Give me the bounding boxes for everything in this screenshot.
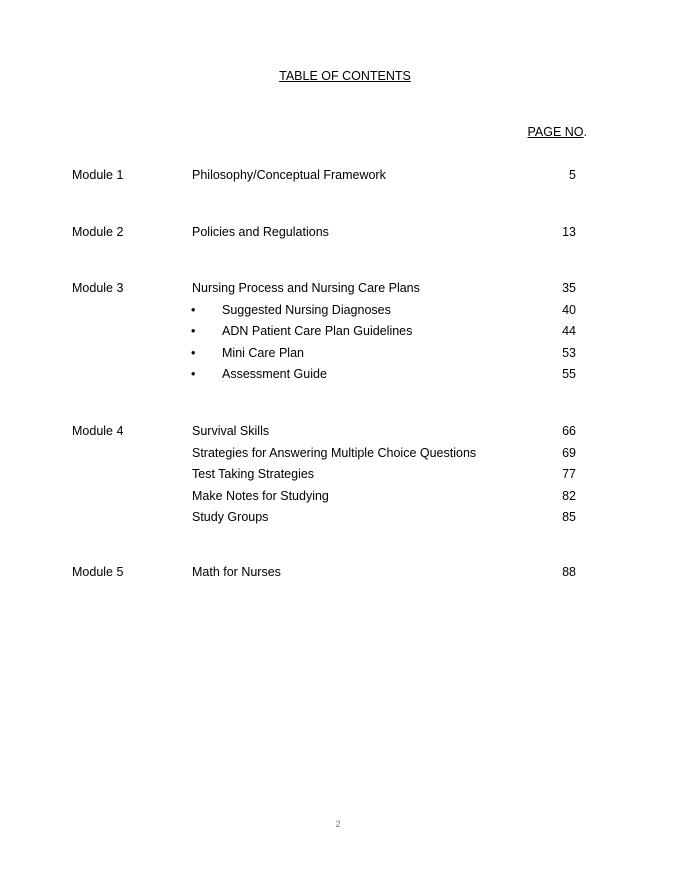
- entry-page-number: 69: [562, 445, 576, 460]
- entry-page-number: 13: [562, 225, 576, 239]
- toc-entry: [72, 168, 576, 190]
- toc-entry: [72, 281, 576, 303]
- entry-title: Philosophy/Conceptual Framework: [192, 168, 386, 182]
- entry-page-number: 77: [562, 467, 576, 481]
- toc-entry-bulleted: [72, 367, 576, 389]
- toc-module-3: [72, 281, 576, 389]
- entry-title: Policies and Regulations: [192, 225, 329, 239]
- entry-title: Make Notes for Studying: [192, 488, 329, 503]
- bullet-icon: •: [191, 324, 196, 338]
- toc-entry: [72, 446, 576, 468]
- module-label: Module 5: [72, 565, 124, 579]
- footer-page-number: 2: [335, 819, 341, 829]
- page-title: TABLE OF CONTENTS: [279, 69, 411, 83]
- entry-title: Survival Skills: [192, 424, 270, 438]
- toc-entry: [72, 489, 576, 511]
- entry-page-number: 44: [562, 324, 576, 338]
- module-label: Module 1: [72, 168, 124, 182]
- module-label: Module 3: [72, 281, 124, 295]
- entry-page-number: 35: [562, 281, 576, 295]
- toc-entry: [72, 565, 576, 587]
- bullet-icon: •: [191, 345, 196, 360]
- entry-title: Math for Nurses: [192, 565, 281, 579]
- module-label: Module 2: [72, 225, 124, 239]
- entry-page-number: 66: [562, 424, 576, 438]
- toc-entry: [72, 467, 576, 489]
- entry-page-number: 85: [562, 510, 576, 524]
- entry-page-number: 55: [562, 367, 576, 381]
- bullet-icon: •: [191, 302, 196, 317]
- entry-title: Mini Care Plan: [222, 345, 304, 360]
- page-no-label: PAGE NO: [527, 125, 584, 139]
- entry-title: Study Groups: [192, 510, 269, 524]
- entry-page-number: 53: [562, 345, 576, 360]
- entry-page-number: 5: [569, 168, 576, 182]
- entry-title: Suggested Nursing Diagnoses: [222, 302, 391, 317]
- entry-page-number: 40: [562, 302, 576, 317]
- bullet-icon: •: [191, 367, 196, 381]
- toc-module-2: [72, 225, 576, 247]
- toc-entry-bulleted: [72, 324, 576, 346]
- entry-title: Test Taking Strategies: [192, 467, 315, 481]
- toc-entry: [72, 510, 576, 532]
- page-no-period: .: [583, 125, 587, 139]
- toc-entry: [72, 225, 576, 247]
- entry-page-number: 82: [562, 488, 576, 503]
- toc-entry-bulleted: [72, 346, 576, 368]
- entry-title: Assessment Guide: [222, 367, 327, 381]
- entry-title: Strategies for Answering Multiple Choice Questions: [192, 445, 477, 460]
- entry-title: Nursing Process and Nursing Care Plans: [192, 281, 420, 295]
- toc-module-1: [72, 168, 576, 190]
- toc-entry-bulleted: [72, 303, 576, 325]
- page-number-column-header: [527, 125, 587, 139]
- module-label: Module 4: [72, 424, 124, 438]
- toc-entry: [72, 424, 576, 446]
- toc-module-5: [72, 565, 576, 587]
- entry-title: ADN Patient Care Plan Guidelines: [222, 324, 413, 338]
- toc-module-4: [72, 424, 576, 532]
- entry-page-number: 88: [562, 565, 576, 579]
